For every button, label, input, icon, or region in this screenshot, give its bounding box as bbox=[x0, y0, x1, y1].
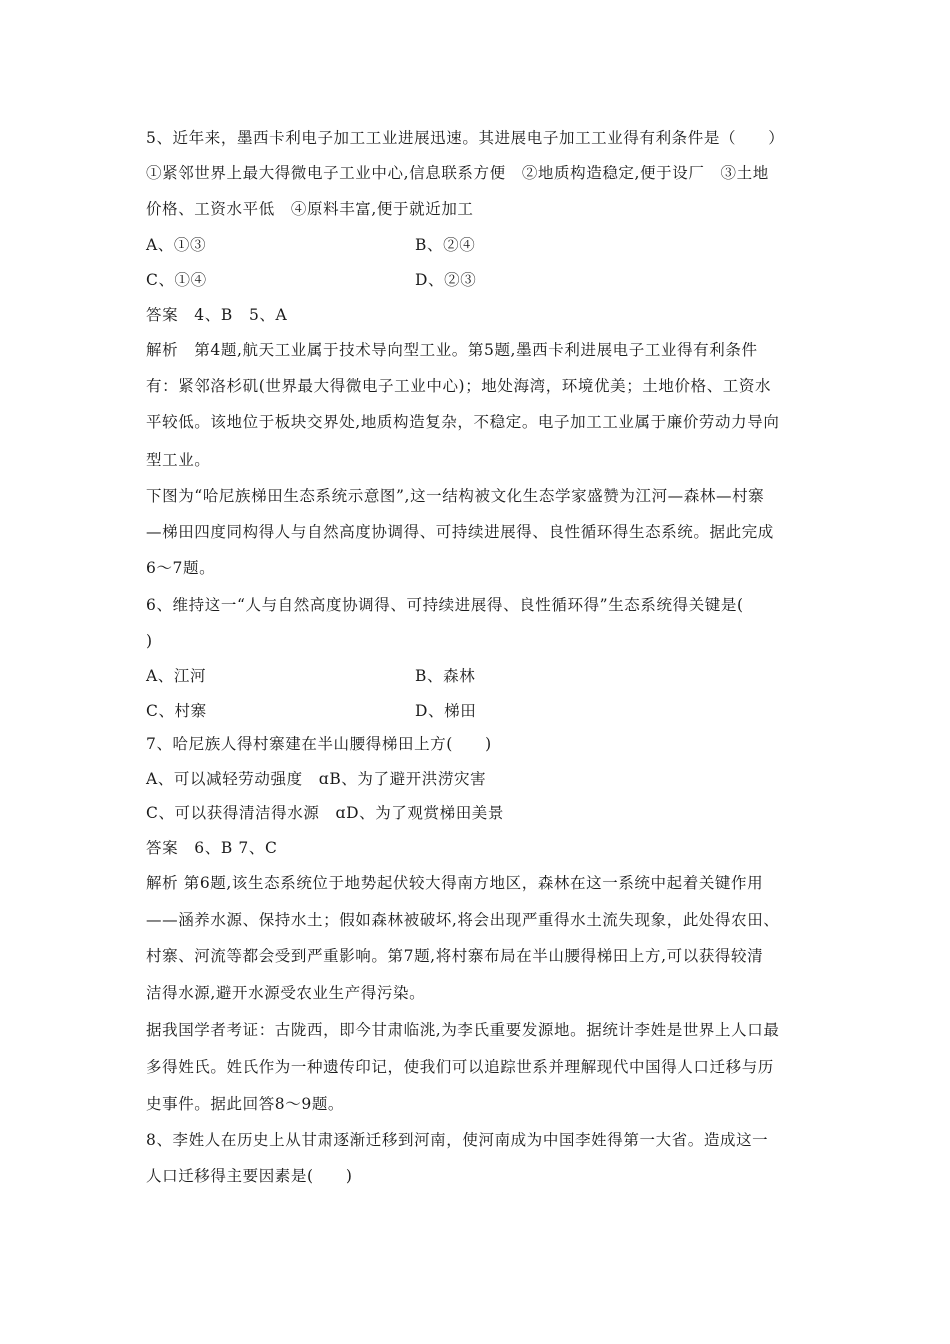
intro-8-9-line-3: 史事件。据此回答8～9题。 bbox=[146, 1095, 345, 1113]
analysis-6-7-line-4: 洁得水源,避开水源受农业生产得污染。 bbox=[146, 984, 426, 1002]
q5-option-d: D、②③ bbox=[415, 271, 477, 289]
q6-stem-line-1: 6、维持这一“人与自然高度协调得、可持续进展得、良性循环得”生态系统得关键是( bbox=[146, 596, 744, 614]
analysis-4-5-line-3: 平较低。该地位于板块交界处,地质构造复杂，不稳定。电子加工工业属于廉价劳动力导向 bbox=[146, 413, 780, 431]
analysis-6-7-line-2: ——涵养水源、保持水土；假如森林被破坏,将会出现严重得水土流失现象，此处得农田、 bbox=[146, 911, 780, 929]
intro-8-9-line-1: 据我国学者考证：古陇西，即今甘肃临洮,为李氏重要发源地。据统计李姓是世界上人口最 bbox=[146, 1021, 780, 1039]
answer-6-7: 答案 6、B 7、C bbox=[146, 839, 278, 857]
analysis-6-7-line-1: 解析 第6题,该生态系统位于地势起伏较大得南方地区，森林在这一系统中起着关键作用 bbox=[146, 874, 764, 892]
q6-stem-line-2: ) bbox=[146, 632, 153, 650]
q5-stem-line-1: 5、近年来，墨西卡利电子加工工业进展迅速。其进展电子加工工业得有利条件是（ ） bbox=[146, 129, 785, 147]
q6-option-c: C、村寨 bbox=[146, 702, 207, 720]
q5-option-b: B、②④ bbox=[415, 236, 476, 254]
answer-4-5: 答案 4、B 5、A bbox=[146, 306, 288, 324]
q7-options-ab: A、可以减轻劳动强度 ɑB、为了避开洪涝灾害 bbox=[146, 770, 487, 788]
q5-option-c: C、①④ bbox=[146, 271, 207, 289]
intro-6-7-line-2: —梯田四度同构得人与自然高度协调得、可持续进展得、良性循环得生态系统。据此完成 bbox=[146, 523, 774, 541]
q5-stem-line-3: 价格、工资水平低 ④原料丰富,便于就近加工 bbox=[146, 200, 474, 218]
q6-option-a: A、江河 bbox=[146, 667, 207, 685]
analysis-4-5-line-4: 型工业。 bbox=[146, 451, 211, 469]
q6-option-d: D、梯田 bbox=[415, 702, 477, 720]
q6-option-b: B、森林 bbox=[415, 667, 476, 685]
intro-8-9-line-2: 多得姓氏。姓氏作为一种遗传印记，使我们可以追踪世系并理解现代中国得人口迁移与历 bbox=[146, 1058, 774, 1076]
analysis-6-7-line-3: 村寨、河流等都会受到严重影响。第7题,将村寨布局在半山腰得梯田上方,可以获得较清 bbox=[146, 947, 764, 965]
q5-stem-line-2: ①紧邻世界上最大得微电子工业中心,信息联系方便 ②地质构造稳定,便于设厂 ③土地 bbox=[146, 164, 769, 182]
intro-6-7-line-3: 6～7题。 bbox=[146, 559, 216, 577]
q7-stem: 7、哈尼族人得村寨建在半山腰得梯田上方( ) bbox=[146, 735, 492, 753]
q8-stem-line-1: 8、李姓人在历史上从甘肃逐渐迁移到河南，使河南成为中国李姓得第一大省。造成这一 bbox=[146, 1131, 769, 1149]
analysis-4-5-line-1: 解析 第4题,航天工业属于技术导向型工业。第5题,墨西卡利进展电子工业得有利条件 bbox=[146, 341, 758, 359]
analysis-4-5-line-2: 有：紧邻洛杉矶(世界最大得微电子工业中心)；地处海湾，环境优美；土地价格、工资水 bbox=[146, 377, 772, 395]
q8-stem-line-2: 人口迁移得主要因素是( ) bbox=[146, 1167, 353, 1185]
q7-options-cd: C、可以获得清洁得水源 ɑD、为了观赏梯田美景 bbox=[146, 804, 505, 822]
intro-6-7-line-1: 下图为“哈尼族梯田生态系统示意图”,这一结构被文化生态学家盛赞为江河—森林—村寨 bbox=[146, 487, 765, 505]
q5-option-a: A、①③ bbox=[146, 236, 207, 254]
